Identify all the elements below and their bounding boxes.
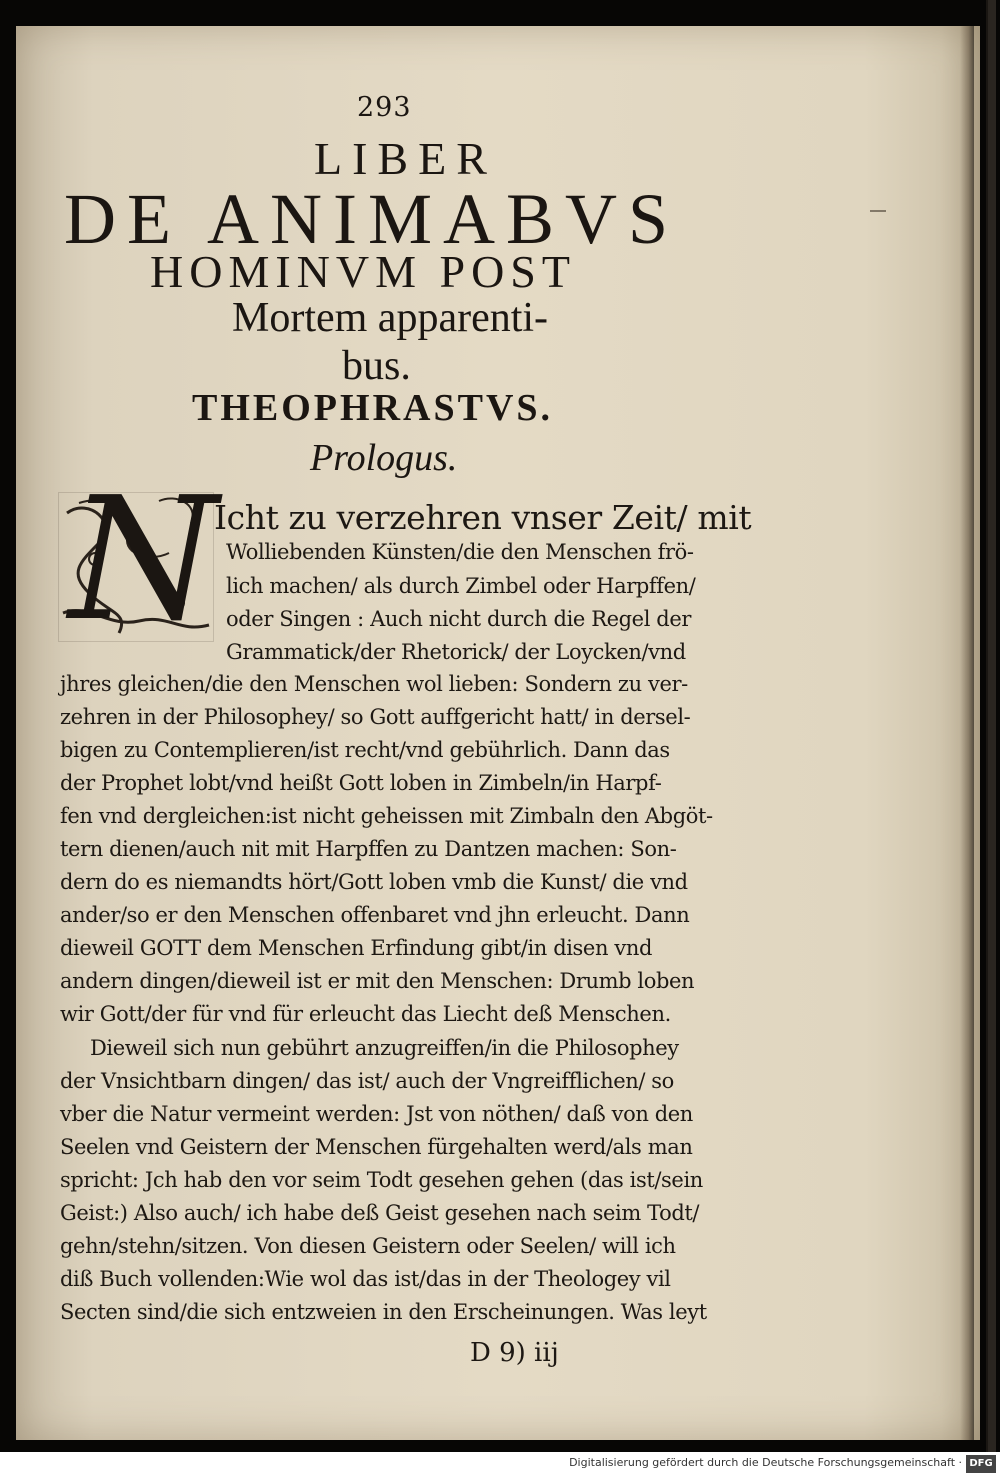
body-line-20: Seelen vnd Geistern der Menschen fürgehalten werd/als man xyxy=(60,1135,693,1159)
title-de-animabus: DE ANIMABVS xyxy=(64,179,680,259)
body-line-23: gehn/stehn/sitzen. Von diesen Geistern oder Seelen/ will ich xyxy=(60,1234,676,1258)
body-line-3: lich machen/ als durch Zimbel oder Harpffen/ xyxy=(226,574,696,598)
body-line-24: diß Buch vollenden:Wie wol das ist/das in der Theologey vil xyxy=(60,1267,671,1291)
page-number: 293 xyxy=(357,92,412,123)
title-hominum-post: HOMINVM POST xyxy=(150,246,576,297)
body-line-14: dieweil GOTT dem Menschen Erfindung gibt/in disen vnd xyxy=(60,936,652,960)
body-line-22: Geist:) Also auch/ ich habe deß Geist gesehen nach seim Todt/ xyxy=(60,1201,700,1225)
title-mortem: Mortem apparenti- xyxy=(232,295,549,341)
margin-mark xyxy=(870,210,886,212)
dfg-logo-icon: DFG xyxy=(966,1455,996,1473)
title-liber: LIBER xyxy=(314,133,497,184)
body-line-2: Wolliebenden Künsten/die den Menschen frö- xyxy=(226,540,694,564)
body-line-19: vber die Natur vermeint werden: Jst von nöthen/ daß von den xyxy=(60,1102,693,1126)
catchword: D 9) iij xyxy=(470,1338,559,1368)
body-line-21: spricht: Jch hab den vor seim Todt gesehen gehen (das ist/sein xyxy=(60,1168,703,1192)
scan-frame-bar xyxy=(986,0,996,1452)
author-heading: THEOPHRASTVS. xyxy=(192,387,554,429)
body-line-9: der Prophet lobt/vnd heißt Gott loben in Zimbeln/in Harpf- xyxy=(60,771,662,795)
body-line-6: jhres gleichen/die den Menschen wol lieben: Sondern zu ver- xyxy=(60,672,688,696)
initial-letter: N xyxy=(69,461,218,659)
body-line-5: Grammatick/der Rhetorick/ der Loycken/vnd xyxy=(226,640,686,664)
body-line-11: tern dienen/auch nit mit Harpffen zu Dantzen machen: Son- xyxy=(60,837,677,861)
body-line-1: Icht zu verzehren vnser Zeit/ mit xyxy=(214,498,752,537)
body-line-4: oder Singen : Auch nicht durch die Regel der xyxy=(226,607,692,631)
body-line-25: Secten sind/die sich entzweien in den Erscheinungen. Was leyt xyxy=(60,1300,707,1324)
body-line-13: ander/so er den Menschen offenbaret vnd jhn erleucht. Dann xyxy=(60,903,690,927)
page-edge-shadow xyxy=(960,26,974,1440)
body-line-8: bigen zu Contemplieren/ist recht/vnd gebührlich. Dann das xyxy=(60,738,670,762)
body-line-17: Dieweil sich nun gebührt anzugreiffen/in die Philosophey xyxy=(90,1036,679,1060)
body-line-15: andern dingen/dieweil ist er mit den Menschen: Drumb loben xyxy=(60,969,695,993)
body-line-18: der Vnsichtbarn dingen/ das ist/ auch der Vngreifflichen/ so xyxy=(60,1069,674,1093)
funding-notice: Digitalisierung gefördert durch die Deutsche Forschungsgemeinschaft · xyxy=(569,1456,962,1469)
body-line-12: dern do es niemandts hört/Gott loben vmb die Kunst/ die vnd xyxy=(60,870,688,894)
footer-bar xyxy=(0,1452,1000,1477)
title-bus: bus. xyxy=(342,343,411,389)
decorated-initial xyxy=(58,461,218,659)
body-line-10: fen vnd dergleichen:ist nicht geheissen mit Zimbaln den Abgöt- xyxy=(60,804,713,828)
section-heading-prologus: Prologus. xyxy=(310,437,458,479)
body-line-16: wir Gott/der für vnd für erleucht das Liecht deß Menschen. xyxy=(60,1002,671,1026)
body-line-7: zehren in der Philosophey/ so Gott auffgericht hatt/ in dersel- xyxy=(60,705,691,729)
